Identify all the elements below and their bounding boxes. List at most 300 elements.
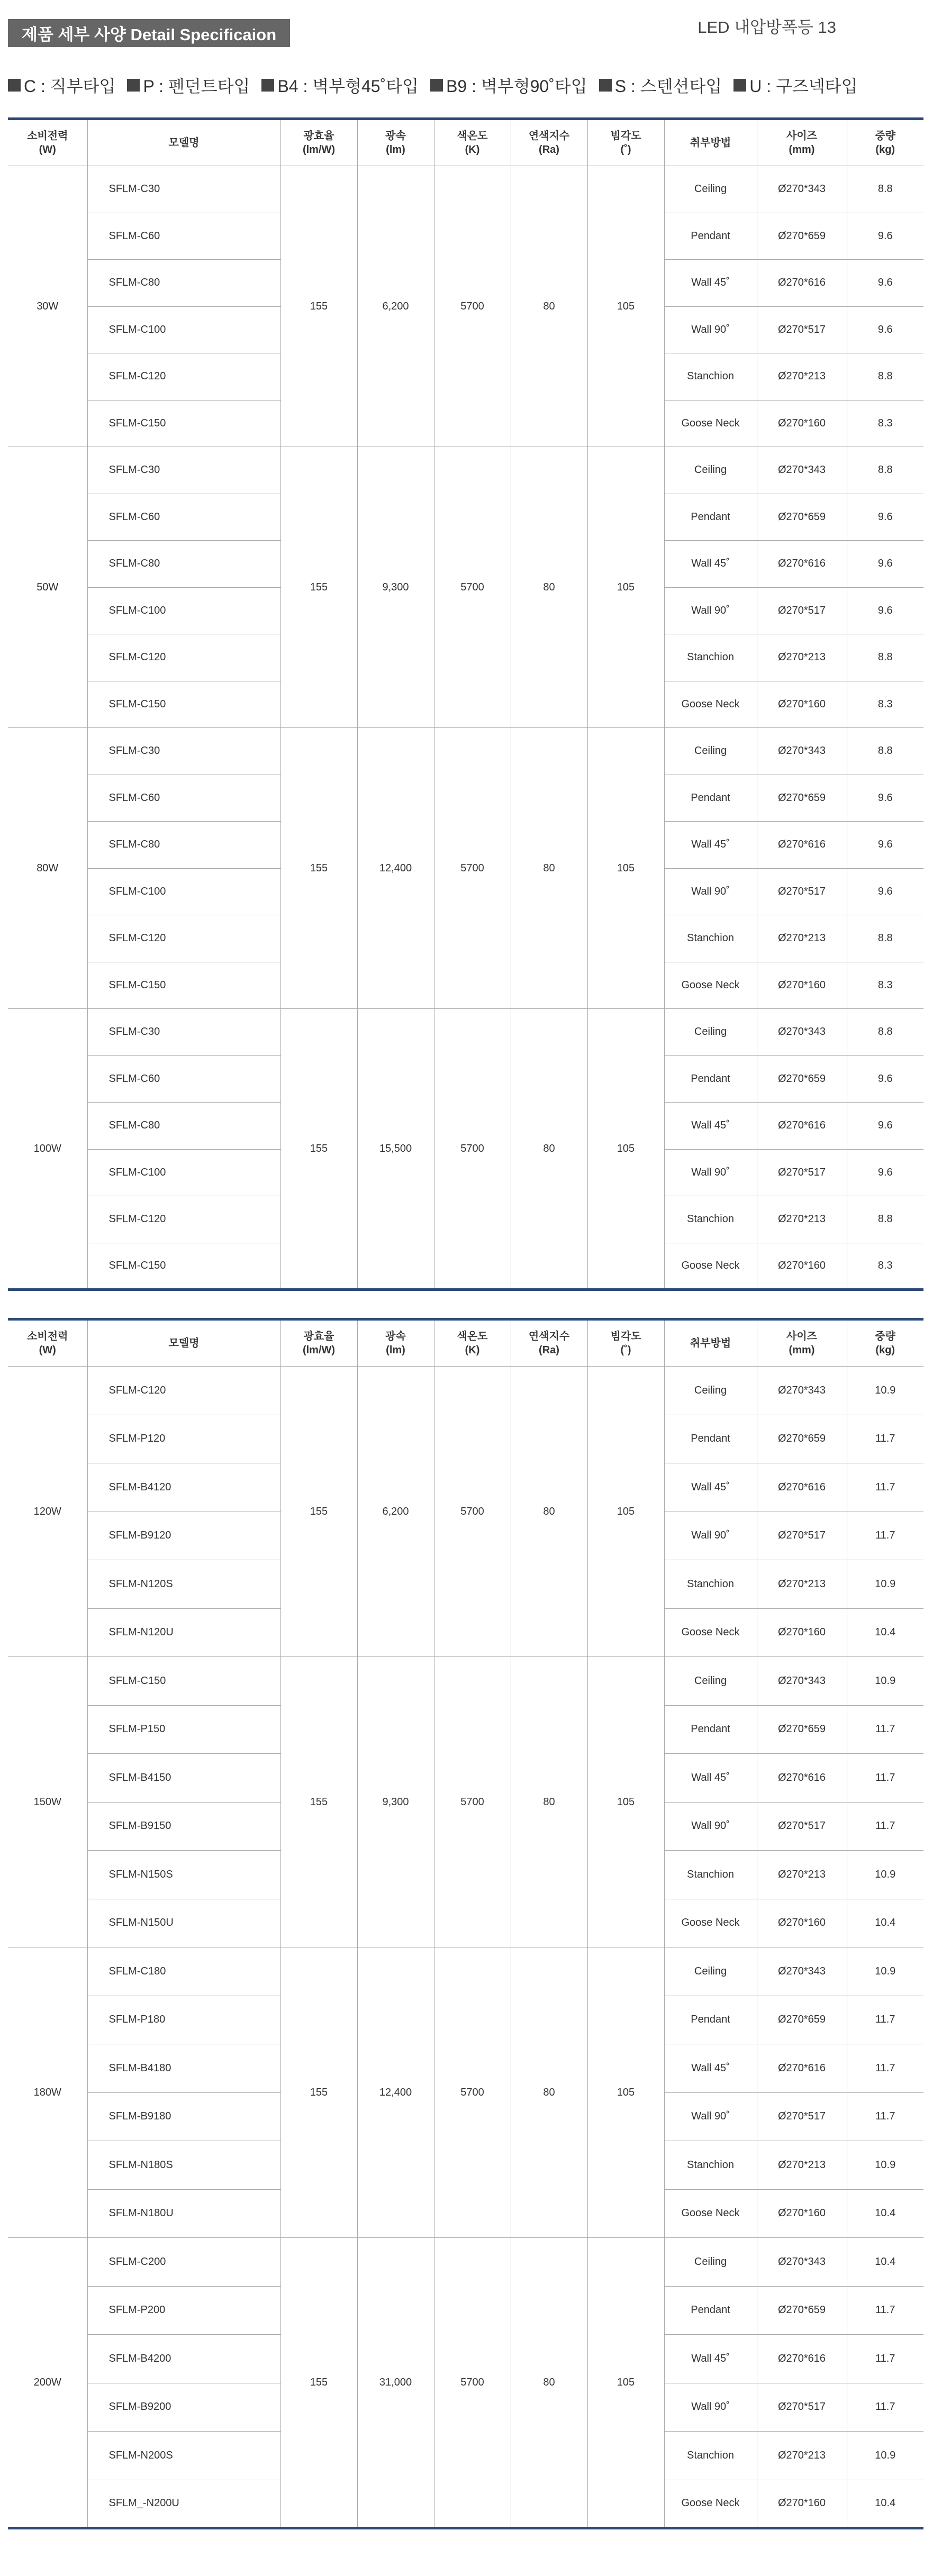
mount-cell: Wall 90˚	[664, 1512, 757, 1560]
mount-cell: Wall 45˚	[664, 822, 757, 869]
legend-item	[261, 73, 419, 97]
mount-cell: Wall 45˚	[664, 260, 757, 307]
model-cell: SFLM-C100	[87, 1149, 280, 1196]
size-cell: Ø270*343	[757, 1947, 847, 1996]
legend-label: C : 직부타입	[24, 77, 116, 96]
weight-cell: 11.7	[847, 1705, 923, 1754]
model-cell: SFLM-B9120	[87, 1512, 280, 1560]
model-cell: SFLM-C30	[87, 447, 280, 494]
cct-cell: 5700	[434, 166, 511, 447]
size-cell: Ø270*160	[757, 2189, 847, 2238]
column-header-weight	[847, 1319, 923, 1367]
model-cell: SFLM-C30	[87, 166, 280, 213]
model-cell: SFLM-C150	[87, 681, 280, 728]
table-row	[8, 1947, 923, 1996]
mount-cell: Stanchion	[664, 1560, 757, 1609]
header-unit: (˚)	[620, 144, 631, 156]
model-cell: SFLM-P200	[87, 2286, 280, 2335]
beam-cell: 105	[587, 1009, 664, 1290]
weight-cell: 10.9	[847, 1657, 923, 1706]
size-cell: Ø270*517	[757, 868, 847, 915]
model-cell: SFLM-N120U	[87, 1608, 280, 1657]
table-row	[8, 2238, 923, 2287]
mount-cell: Wall 45˚	[664, 1754, 757, 1803]
weight-cell: 10.4	[847, 2238, 923, 2287]
mount-cell: Pendant	[664, 775, 757, 822]
size-cell: Ø270*160	[757, 1243, 847, 1290]
weight-cell: 11.7	[847, 1415, 923, 1463]
size-cell: Ø270*343	[757, 1367, 847, 1415]
mount-cell: Wall 90˚	[664, 1802, 757, 1851]
size-cell: Ø270*616	[757, 2044, 847, 2093]
weight-cell: 10.9	[847, 1947, 923, 1996]
table-row	[8, 1009, 923, 1056]
header-label: 연색지수	[528, 1331, 570, 1342]
size-cell: Ø270*616	[757, 822, 847, 869]
efficacy-cell: 155	[280, 447, 357, 728]
power-cell: 30W	[8, 166, 87, 447]
mount-cell: Pendant	[664, 2286, 757, 2335]
mount-cell: Wall 90˚	[664, 587, 757, 634]
size-cell: Ø270*160	[757, 1899, 847, 1947]
mount-cell: Ceiling	[664, 1367, 757, 1415]
size-cell: Ø270*517	[757, 1802, 847, 1851]
mount-cell: Wall 45˚	[664, 2044, 757, 2093]
header-unit: (lm)	[386, 1344, 405, 1356]
size-cell: Ø270*659	[757, 775, 847, 822]
model-cell: SFLM_-N200U	[87, 2480, 280, 2528]
mount-cell: Ceiling	[664, 166, 757, 213]
type-legend	[8, 73, 869, 97]
spec-table-2	[8, 1318, 923, 2529]
efficacy-cell: 155	[280, 1657, 357, 1947]
size-cell: Ø270*616	[757, 1754, 847, 1803]
header-label: 중량	[875, 130, 896, 142]
mount-cell: Goose Neck	[664, 1243, 757, 1290]
weight-cell: 9.6	[847, 260, 923, 307]
model-cell: SFLM-C120	[87, 1367, 280, 1415]
cct-cell: 5700	[434, 1947, 511, 2238]
square-bullet-icon	[261, 79, 274, 92]
weight-cell: 9.6	[847, 1055, 923, 1103]
header-label: 광속	[385, 1331, 406, 1342]
weight-cell: 11.7	[847, 2092, 923, 2141]
mount-cell: Stanchion	[664, 353, 757, 400]
model-cell: SFLM-C120	[87, 634, 280, 681]
flux-cell: 6,200	[357, 166, 434, 447]
weight-cell: 9.6	[847, 822, 923, 869]
mount-cell: Ceiling	[664, 1657, 757, 1706]
weight-cell: 8.8	[847, 915, 923, 962]
header-label: 사이즈	[786, 1331, 817, 1342]
mount-cell: Ceiling	[664, 1947, 757, 1996]
size-cell: Ø270*517	[757, 2383, 847, 2432]
model-cell: SFLM-C60	[87, 1055, 280, 1103]
weight-cell: 8.8	[847, 1196, 923, 1243]
model-cell: SFLM-N150U	[87, 1899, 280, 1947]
cri-cell: 80	[511, 166, 587, 447]
page-title: 제품 세부 사양 Detail Specificaion	[8, 19, 290, 47]
size-cell: Ø270*659	[757, 1996, 847, 2044]
weight-cell: 10.9	[847, 1851, 923, 1899]
legend-item	[430, 73, 587, 97]
weight-cell: 10.9	[847, 1367, 923, 1415]
flux-cell: 15,500	[357, 1009, 434, 1290]
weight-cell: 10.4	[847, 1608, 923, 1657]
size-cell: Ø270*160	[757, 1608, 847, 1657]
mount-cell: Goose Neck	[664, 400, 757, 447]
column-header-power	[8, 1319, 87, 1367]
header-unit: (Ra)	[539, 1344, 559, 1356]
model-cell: SFLM-B9150	[87, 1802, 280, 1851]
column-header-cri	[511, 119, 587, 166]
model-cell: SFLM-C180	[87, 1947, 280, 1996]
weight-cell: 10.9	[847, 1560, 923, 1609]
header-unit: (lm/W)	[302, 144, 336, 156]
cri-cell: 80	[511, 447, 587, 728]
size-cell: Ø270*160	[757, 400, 847, 447]
weight-cell: 9.6	[847, 775, 923, 822]
header-label: 중량	[875, 1331, 896, 1342]
weight-cell: 10.4	[847, 1899, 923, 1947]
column-header-model	[87, 119, 280, 166]
size-cell: Ø270*160	[757, 681, 847, 728]
model-cell: SFLM-C120	[87, 353, 280, 400]
model-cell: SFLM-C150	[87, 962, 280, 1009]
power-cell: 180W	[8, 1947, 87, 2238]
header-unit: (Ra)	[539, 144, 559, 156]
header-label: 빔각도	[610, 130, 641, 142]
size-cell: Ø270*659	[757, 213, 847, 260]
size-cell: Ø270*616	[757, 1103, 847, 1150]
model-cell: SFLM-C150	[87, 1243, 280, 1290]
weight-cell: 8.3	[847, 681, 923, 728]
header-label: 사이즈	[786, 130, 817, 142]
mount-cell: Wall 90˚	[664, 2383, 757, 2432]
legend-label: B4 : 벽부형45˚타입	[277, 77, 419, 96]
header-unit: (˚)	[620, 1344, 631, 1356]
size-cell: Ø270*343	[757, 166, 847, 213]
mount-cell: Goose Neck	[664, 1608, 757, 1657]
beam-cell: 105	[587, 728, 664, 1009]
mount-cell: Stanchion	[664, 1851, 757, 1899]
flux-cell: 9,300	[357, 447, 434, 728]
column-header-size	[757, 119, 847, 166]
mount-cell: Pendant	[664, 1415, 757, 1463]
legend-item	[127, 73, 250, 97]
cct-cell: 5700	[434, 1009, 511, 1290]
mount-cell: Goose Neck	[664, 962, 757, 1009]
header-row	[8, 1319, 923, 1367]
size-cell: Ø270*213	[757, 1560, 847, 1609]
efficacy-cell: 155	[280, 1367, 357, 1657]
model-cell: SFLM-B4120	[87, 1463, 280, 1512]
weight-cell: 10.4	[847, 2480, 923, 2528]
cct-cell: 5700	[434, 728, 511, 1009]
weight-cell: 11.7	[847, 1996, 923, 2044]
size-cell: Ø270*213	[757, 915, 847, 962]
column-header-mount	[664, 1319, 757, 1367]
model-cell: SFLM-P120	[87, 1415, 280, 1463]
legend-item	[599, 73, 722, 97]
header-unit: (K)	[465, 144, 480, 156]
beam-cell: 105	[587, 447, 664, 728]
mount-cell: Ceiling	[664, 1009, 757, 1056]
size-cell: Ø270*616	[757, 1463, 847, 1512]
weight-cell: 9.6	[847, 541, 923, 588]
legend-item	[733, 73, 857, 97]
mount-cell: Wall 90˚	[664, 306, 757, 353]
header-label: 취부방법	[690, 1337, 731, 1349]
efficacy-cell: 155	[280, 728, 357, 1009]
model-cell: SFLM-N200S	[87, 2432, 280, 2480]
cct-cell: 5700	[434, 2238, 511, 2528]
header-label: 소비전력	[27, 130, 68, 142]
cri-cell: 80	[511, 1947, 587, 2238]
column-header-flux	[357, 119, 434, 166]
beam-cell: 105	[587, 2238, 664, 2528]
legend-label: U : 구즈넥타입	[749, 77, 858, 96]
weight-cell: 11.7	[847, 2383, 923, 2432]
header-unit: (W)	[39, 144, 56, 156]
mount-cell: Stanchion	[664, 2141, 757, 2190]
weight-cell: 8.8	[847, 166, 923, 213]
weight-cell: 9.6	[847, 1149, 923, 1196]
mount-cell: Pendant	[664, 494, 757, 541]
mount-cell: Wall 45˚	[664, 541, 757, 588]
size-cell: Ø270*616	[757, 260, 847, 307]
mount-cell: Wall 45˚	[664, 1103, 757, 1150]
square-bullet-icon	[8, 79, 21, 92]
model-cell: SFLM-B9200	[87, 2383, 280, 2432]
weight-cell: 8.3	[847, 400, 923, 447]
column-header-mount	[664, 119, 757, 166]
header-label: 광속	[385, 130, 406, 142]
size-cell: Ø270*160	[757, 962, 847, 1009]
flux-cell: 6,200	[357, 1367, 434, 1657]
model-cell: SFLM-C60	[87, 775, 280, 822]
product-name: LED 내압방폭등 13	[698, 18, 836, 37]
flux-cell: 12,400	[357, 1947, 434, 2238]
weight-cell: 10.9	[847, 2432, 923, 2480]
model-cell: SFLM-C120	[87, 915, 280, 962]
header-label: 광효율	[303, 1331, 334, 1342]
mount-cell: Wall 45˚	[664, 1463, 757, 1512]
cct-cell: 5700	[434, 1367, 511, 1657]
mount-cell: Wall 90˚	[664, 2092, 757, 2141]
flux-cell: 31,000	[357, 2238, 434, 2528]
power-cell: 200W	[8, 2238, 87, 2528]
weight-cell: 9.6	[847, 587, 923, 634]
column-header-model	[87, 1319, 280, 1367]
weight-cell: 8.8	[847, 1009, 923, 1056]
mount-cell: Pendant	[664, 1996, 757, 2044]
efficacy-cell: 155	[280, 1947, 357, 2238]
model-cell: SFLM-P150	[87, 1705, 280, 1754]
model-cell: SFLM-C80	[87, 260, 280, 307]
model-cell: SFLM-B4200	[87, 2335, 280, 2383]
header-unit: (mm)	[789, 144, 815, 156]
model-cell: SFLM-C60	[87, 213, 280, 260]
legend-label: B9 : 벽부형90˚타입	[446, 77, 587, 96]
square-bullet-icon	[733, 79, 746, 92]
weight-cell: 11.7	[847, 2335, 923, 2383]
header-label: 모델명	[168, 137, 200, 149]
model-cell: SFLM-B4150	[87, 1754, 280, 1803]
mount-cell: Stanchion	[664, 634, 757, 681]
mount-cell: Goose Neck	[664, 681, 757, 728]
cri-cell: 80	[511, 2238, 587, 2528]
column-header-efficacy	[280, 1319, 357, 1367]
size-cell: Ø270*343	[757, 1657, 847, 1706]
weight-cell: 11.7	[847, 1754, 923, 1803]
header-label: 광효율	[303, 130, 334, 142]
header-label: 색온도	[457, 130, 488, 142]
power-cell: 120W	[8, 1367, 87, 1657]
mount-cell: Goose Neck	[664, 1899, 757, 1947]
model-cell: SFLM-N120S	[87, 1560, 280, 1609]
model-cell: SFLM-N180U	[87, 2189, 280, 2238]
weight-cell: 9.6	[847, 494, 923, 541]
weight-cell: 8.8	[847, 353, 923, 400]
mount-cell: Pendant	[664, 1705, 757, 1754]
mount-cell: Pendant	[664, 1055, 757, 1103]
mount-cell: Wall 90˚	[664, 1149, 757, 1196]
square-bullet-icon	[599, 79, 612, 92]
header-label: 빔각도	[610, 1331, 641, 1342]
table-row	[8, 447, 923, 494]
model-cell: SFLM-C80	[87, 1103, 280, 1150]
column-header-cri	[511, 1319, 587, 1367]
model-cell: SFLM-C80	[87, 822, 280, 869]
mount-cell: Stanchion	[664, 2432, 757, 2480]
column-header-flux	[357, 1319, 434, 1367]
model-cell: SFLM-B9180	[87, 2092, 280, 2141]
spec-table-1	[8, 117, 923, 1291]
weight-cell: 8.3	[847, 1243, 923, 1290]
header-row	[8, 119, 923, 166]
column-header-efficacy	[280, 119, 357, 166]
flux-cell: 9,300	[357, 1657, 434, 1947]
model-cell: SFLM-N180S	[87, 2141, 280, 2190]
header-label: 모델명	[168, 1337, 200, 1349]
mount-cell: Ceiling	[664, 728, 757, 775]
header-unit: (K)	[465, 1344, 480, 1356]
size-cell: Ø270*659	[757, 1705, 847, 1754]
efficacy-cell: 155	[280, 166, 357, 447]
flux-cell: 12,400	[357, 728, 434, 1009]
size-cell: Ø270*343	[757, 447, 847, 494]
size-cell: Ø270*213	[757, 353, 847, 400]
beam-cell: 105	[587, 166, 664, 447]
model-cell: SFLM-C150	[87, 1657, 280, 1706]
weight-cell: 8.8	[847, 447, 923, 494]
mount-cell: Pendant	[664, 213, 757, 260]
model-cell: SFLM-P180	[87, 1996, 280, 2044]
model-cell: SFLM-C120	[87, 1196, 280, 1243]
column-header-weight	[847, 119, 923, 166]
weight-cell: 10.4	[847, 2189, 923, 2238]
model-cell: SFLM-C30	[87, 1009, 280, 1056]
header-unit: (mm)	[789, 1344, 815, 1356]
size-cell: Ø270*160	[757, 2480, 847, 2528]
size-cell: Ø270*343	[757, 1009, 847, 1056]
weight-cell: 9.6	[847, 306, 923, 353]
power-cell: 50W	[8, 447, 87, 728]
square-bullet-icon	[430, 79, 443, 92]
mount-cell: Stanchion	[664, 915, 757, 962]
column-header-beam	[587, 119, 664, 166]
weight-cell: 9.6	[847, 1103, 923, 1150]
model-cell: SFLM-C150	[87, 400, 280, 447]
model-cell: SFLM-C100	[87, 306, 280, 353]
cct-cell: 5700	[434, 1657, 511, 1947]
mount-cell: Wall 90˚	[664, 868, 757, 915]
table-row	[8, 1367, 923, 1415]
model-cell: SFLM-C100	[87, 587, 280, 634]
size-cell: Ø270*517	[757, 306, 847, 353]
legend-item	[8, 73, 115, 97]
model-cell: SFLM-C60	[87, 494, 280, 541]
cri-cell: 80	[511, 1009, 587, 1290]
column-header-power	[8, 119, 87, 166]
model-cell: SFLM-C200	[87, 2238, 280, 2287]
beam-cell: 105	[587, 1367, 664, 1657]
weight-cell: 11.7	[847, 1802, 923, 1851]
legend-label: P : 펜던트타입	[143, 77, 250, 96]
column-header-beam	[587, 1319, 664, 1367]
model-cell: SFLM-B4180	[87, 2044, 280, 2093]
header-label: 소비전력	[27, 1331, 68, 1342]
legend-label: S : 스텐션타입	[614, 77, 722, 96]
header-unit: (lm)	[386, 144, 405, 156]
weight-cell: 8.3	[847, 962, 923, 1009]
power-cell: 150W	[8, 1657, 87, 1947]
weight-cell: 11.7	[847, 2044, 923, 2093]
weight-cell: 8.8	[847, 634, 923, 681]
size-cell: Ø270*616	[757, 541, 847, 588]
power-cell: 100W	[8, 1009, 87, 1290]
square-bullet-icon	[127, 79, 140, 92]
size-cell: Ø270*659	[757, 1415, 847, 1463]
size-cell: Ø270*659	[757, 1055, 847, 1103]
mount-cell: Stanchion	[664, 1196, 757, 1243]
cri-cell: 80	[511, 1657, 587, 1947]
header-unit: (W)	[39, 1344, 56, 1356]
weight-cell: 11.7	[847, 2286, 923, 2335]
size-cell: Ø270*517	[757, 2092, 847, 2141]
model-cell: SFLM-C100	[87, 868, 280, 915]
mount-cell: Goose Neck	[664, 2189, 757, 2238]
model-cell: SFLM-C30	[87, 728, 280, 775]
weight-cell: 9.6	[847, 868, 923, 915]
column-header-cct	[434, 1319, 511, 1367]
column-header-size	[757, 1319, 847, 1367]
beam-cell: 105	[587, 1657, 664, 1947]
size-cell: Ø270*659	[757, 2286, 847, 2335]
table-row	[8, 728, 923, 775]
size-cell: Ø270*213	[757, 2432, 847, 2480]
header-label: 취부방법	[690, 137, 731, 149]
power-cell: 80W	[8, 728, 87, 1009]
table-row	[8, 1657, 923, 1706]
model-cell: SFLM-N150S	[87, 1851, 280, 1899]
table-row	[8, 166, 923, 213]
mount-cell: Goose Neck	[664, 2480, 757, 2528]
mount-cell: Ceiling	[664, 447, 757, 494]
weight-cell: 11.7	[847, 1512, 923, 1560]
size-cell: Ø270*343	[757, 728, 847, 775]
